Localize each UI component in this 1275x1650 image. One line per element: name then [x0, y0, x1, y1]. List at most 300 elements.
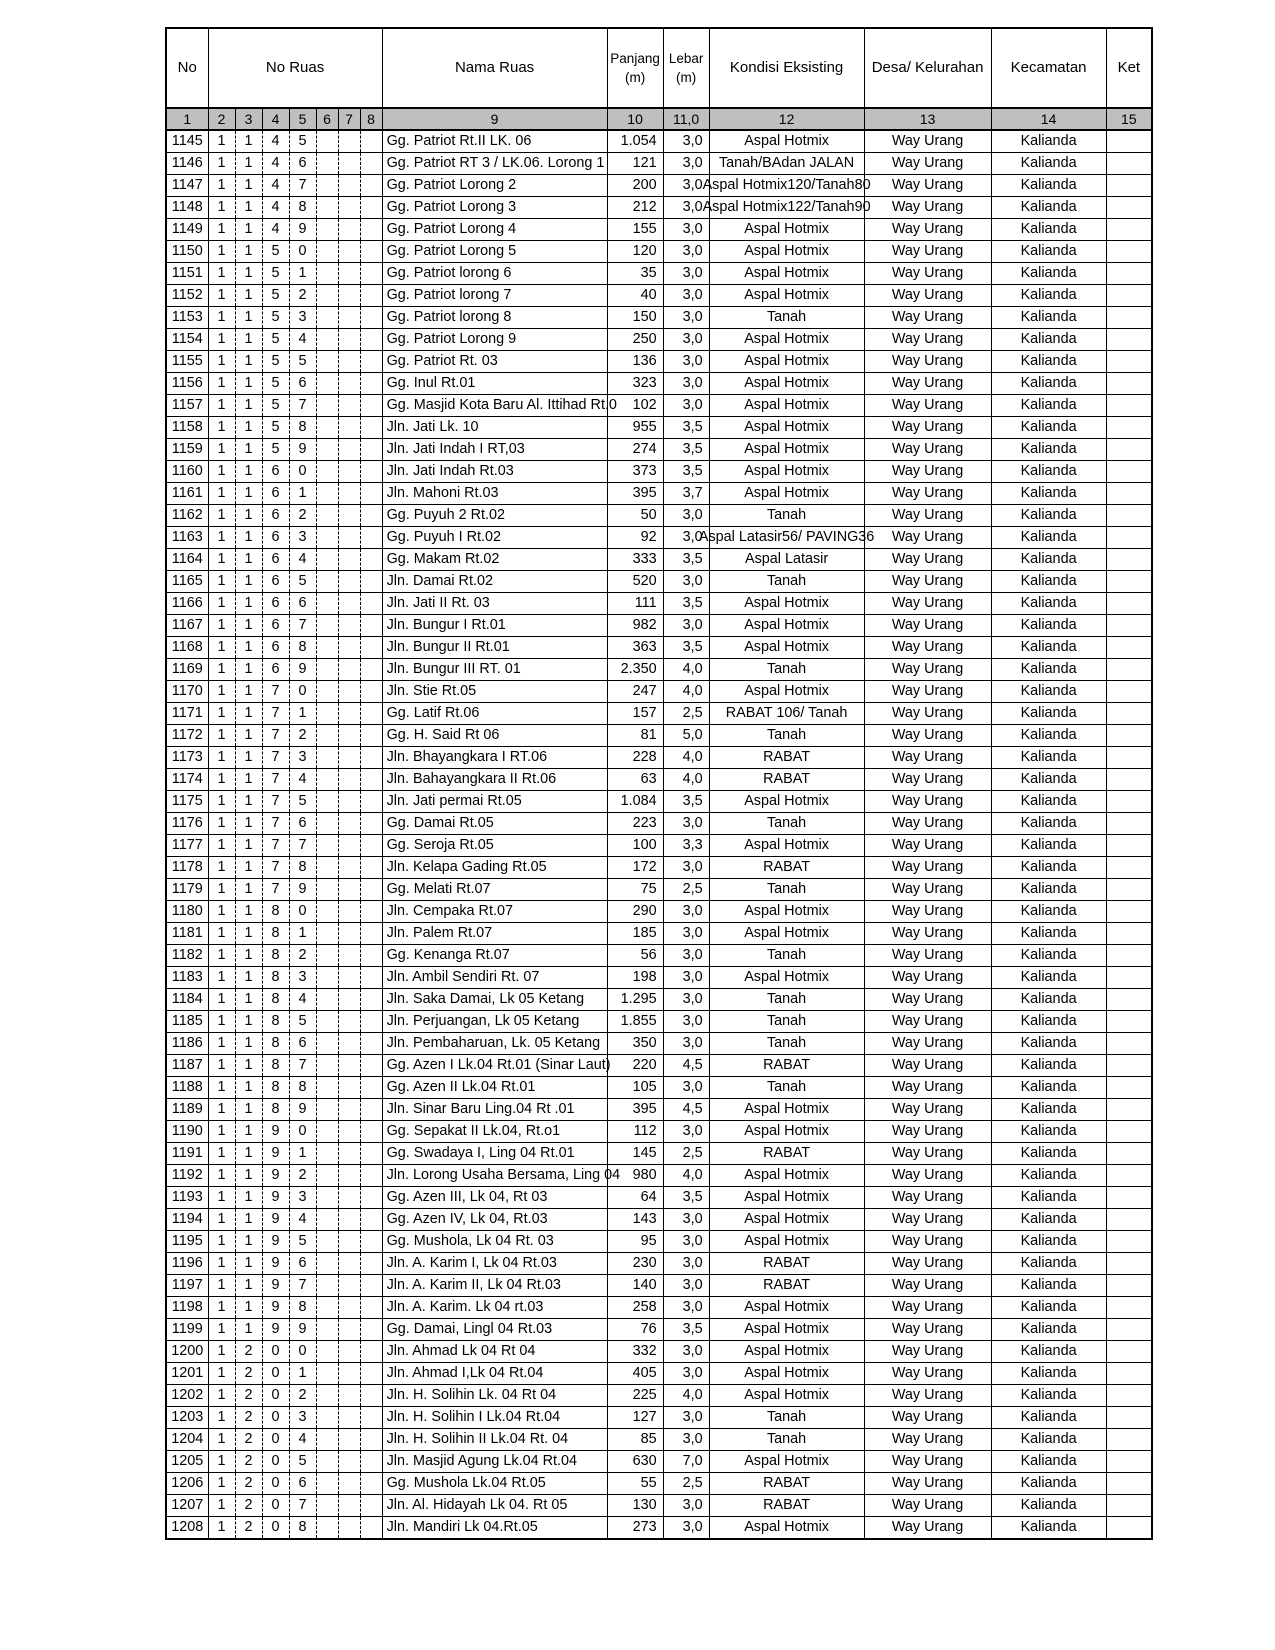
cell-ruas-digit-empty [338, 549, 360, 571]
cell-kondisi-text: Aspal Hotmix [744, 375, 829, 391]
cell-ruas-digit: 1 [235, 967, 262, 989]
cell-nama-ruas: Jln. Bahayangkara II Rt.06 [382, 769, 607, 791]
cell-ruas-digit-empty [360, 659, 382, 681]
cell-ket [1106, 1033, 1152, 1055]
cell-panjang: 102 [607, 395, 663, 417]
cell-kondisi [709, 153, 864, 175]
cell-kondisi-text: RABAT 106/ Tanah [725, 705, 848, 721]
table-row [166, 681, 1152, 703]
cell-ruas-digit: 1 [235, 879, 262, 901]
cell-kondisi-text: Aspal Hotmix [744, 617, 829, 633]
cell-nama-ruas: Gg. Makam Rt.02 [382, 549, 607, 571]
cell-ruas-digit-empty [360, 769, 382, 791]
cell-desa: Way Urang [864, 1253, 991, 1275]
cell-ruas-digit: 4 [289, 549, 316, 571]
cell-ket [1106, 417, 1152, 439]
cell-desa: Way Urang [864, 923, 991, 945]
cell-nama-ruas: Gg. Patriot Rt. 03 [382, 351, 607, 373]
cell-no: 1149 [166, 219, 208, 241]
cell-no: 1192 [166, 1165, 208, 1187]
cell-ket [1106, 967, 1152, 989]
cell-lebar: 3,0 [663, 527, 709, 549]
cell-nama-ruas: Gg. Masjid Kota Baru Al. Ittihad Rt.0 [382, 395, 607, 417]
cell-panjang: 228 [607, 747, 663, 769]
table-row [166, 285, 1152, 307]
cell-ruas-digit-empty [316, 1187, 338, 1209]
cell-no: 1195 [166, 1231, 208, 1253]
table-row [166, 791, 1152, 813]
cell-ruas-digit: 7 [262, 791, 289, 813]
cell-ruas-digit: 1 [235, 1319, 262, 1341]
cell-desa: Way Urang [864, 703, 991, 725]
cell-desa: Way Urang [864, 879, 991, 901]
header-desa: Desa/ Kelurahan [864, 28, 991, 108]
cell-nama-ruas: Gg. Patriot lorong 8 [382, 307, 607, 329]
cell-ruas-digit-empty [316, 1253, 338, 1275]
cell-ruas-digit: 9 [289, 879, 316, 901]
cell-ruas-digit-empty [338, 1451, 360, 1473]
cell-panjang: 350 [607, 1033, 663, 1055]
cell-ket [1106, 505, 1152, 527]
cell-lebar: 4,0 [663, 681, 709, 703]
table-row [166, 879, 1152, 901]
cell-panjang: 212 [607, 197, 663, 219]
cell-kondisi-text: Tanah [766, 1035, 807, 1051]
cell-ruas-digit-empty [338, 285, 360, 307]
cell-kondisi-text: Aspal Hotmix [744, 1233, 829, 1249]
cell-ruas-digit: 9 [262, 1143, 289, 1165]
cell-ruas-digit-empty [316, 461, 338, 483]
cell-lebar: 3,0 [663, 395, 709, 417]
cell-ruas-digit-empty [316, 1231, 338, 1253]
table-row [166, 1319, 1152, 1341]
cell-ruas-digit: 1 [208, 725, 235, 747]
cell-ruas-digit-empty [316, 1297, 338, 1319]
cell-ruas-digit-empty [316, 1451, 338, 1473]
cell-no: 1206 [166, 1473, 208, 1495]
cell-kondisi-text: Aspal Hotmix [744, 221, 829, 237]
cell-kondisi-text: Aspal Hotmix [744, 353, 829, 369]
cell-ruas-digit-empty [338, 945, 360, 967]
road-table [165, 27, 1153, 1540]
cell-lebar: 3,0 [663, 1297, 709, 1319]
table-row [166, 483, 1152, 505]
cell-no: 1155 [166, 351, 208, 373]
cell-desa: Way Urang [864, 219, 991, 241]
cell-ruas-digit-empty [338, 857, 360, 879]
table-row [166, 1451, 1152, 1473]
cell-ruas-digit: 9 [289, 659, 316, 681]
cell-no: 1161 [166, 483, 208, 505]
cell-lebar: 2,5 [663, 703, 709, 725]
cell-ruas-digit: 4 [262, 130, 289, 153]
cell-kondisi-text: RABAT [763, 1497, 811, 1513]
cell-ket [1106, 659, 1152, 681]
cell-kondisi-text: Aspal Hotmix [744, 1123, 829, 1139]
cell-nama-ruas: Gg. Patriot Lorong 4 [382, 219, 607, 241]
cell-panjang: 50 [607, 505, 663, 527]
cell-ruas-digit: 0 [262, 1473, 289, 1495]
table-row [166, 901, 1152, 923]
cell-ruas-digit-empty [360, 130, 382, 153]
cell-kondisi [698, 527, 875, 549]
table-row [166, 1363, 1152, 1385]
cell-ruas-digit-empty [360, 1055, 382, 1077]
cell-ruas-digit: 3 [289, 967, 316, 989]
cell-desa: Way Urang [864, 1473, 991, 1495]
cell-kondisi [709, 263, 864, 285]
cell-ruas-digit: 7 [289, 1275, 316, 1297]
cell-nama-ruas: Jln. Pembaharuan, Lk. 05 Ketang [382, 1033, 607, 1055]
cell-nama-ruas: Jln. Cempaka Rt.07 [382, 901, 607, 923]
cell-ruas-digit-empty [316, 153, 338, 175]
cell-ruas-digit: 9 [262, 1297, 289, 1319]
cell-ruas-digit-empty [360, 1297, 382, 1319]
cell-ruas-digit: 1 [208, 1429, 235, 1451]
cell-kecamatan: Kalianda [991, 351, 1106, 373]
cell-panjang: 982 [607, 615, 663, 637]
cell-kondisi-text: Aspal Hotmix [744, 683, 829, 699]
cell-ruas-digit-empty [360, 483, 382, 505]
cell-ruas-digit-empty [338, 1143, 360, 1165]
cell-lebar: 3,0 [663, 130, 709, 153]
cell-ruas-digit-empty [360, 725, 382, 747]
cell-kecamatan: Kalianda [991, 769, 1106, 791]
colnum: 9 [382, 108, 607, 130]
cell-ruas-digit: 1 [208, 1275, 235, 1297]
cell-ruas-digit: 6 [289, 1253, 316, 1275]
cell-kondisi-text: Aspal Hotmix [744, 903, 829, 919]
cell-kondisi-text: Aspal Hotmix [744, 1299, 829, 1315]
cell-lebar: 3,0 [663, 1253, 709, 1275]
cell-ruas-digit-empty [338, 593, 360, 615]
cell-panjang: 332 [607, 1341, 663, 1363]
cell-ruas-digit: 1 [235, 1033, 262, 1055]
cell-ruas-digit: 1 [235, 1011, 262, 1033]
cell-ruas-digit: 1 [235, 263, 262, 285]
cell-ruas-digit: 2 [289, 285, 316, 307]
cell-ruas-digit-empty [360, 1253, 382, 1275]
cell-ruas-digit-empty [360, 263, 382, 285]
cell-ruas-digit: 1 [235, 593, 262, 615]
cell-ket [1106, 395, 1152, 417]
cell-kondisi [709, 130, 864, 153]
cell-kondisi-text: Tanah [766, 1079, 807, 1095]
cell-ket [1106, 791, 1152, 813]
cell-ruas-digit: 1 [208, 241, 235, 263]
cell-ruas-digit: 1 [235, 153, 262, 175]
cell-panjang: 140 [607, 1275, 663, 1297]
cell-no: 1183 [166, 967, 208, 989]
cell-ruas-digit: 5 [262, 351, 289, 373]
cell-no: 1203 [166, 1407, 208, 1429]
cell-kondisi-text: Aspal Hotmix [744, 1519, 829, 1535]
cell-ruas-digit-empty [316, 241, 338, 263]
cell-nama-ruas: Gg. Azen I Lk.04 Rt.01 (Sinar Laut) [382, 1055, 607, 1077]
cell-ruas-digit-empty [316, 285, 338, 307]
cell-ruas-digit: 2 [235, 1517, 262, 1540]
cell-ruas-digit: 1 [208, 1253, 235, 1275]
cell-nama-ruas: Jln. Stie Rt.05 [382, 681, 607, 703]
cell-lebar: 3,5 [663, 439, 709, 461]
cell-kondisi-text: Aspal Hotmix122/Tanah90 [702, 199, 871, 215]
cell-desa: Way Urang [864, 593, 991, 615]
cell-ruas-digit-empty [360, 1077, 382, 1099]
cell-ruas-digit-empty [360, 219, 382, 241]
cell-ruas-digit: 7 [262, 879, 289, 901]
table-row [166, 637, 1152, 659]
cell-ruas-digit: 8 [289, 417, 316, 439]
cell-lebar: 3,7 [663, 483, 709, 505]
cell-no: 1151 [166, 263, 208, 285]
cell-panjang: 290 [607, 901, 663, 923]
cell-ruas-digit: 1 [235, 703, 262, 725]
cell-ruas-digit-empty [316, 351, 338, 373]
cell-ruas-digit: 1 [235, 1209, 262, 1231]
table-row [166, 945, 1152, 967]
cell-nama-ruas: Jln. Jati permai Rt.05 [382, 791, 607, 813]
cell-kondisi [709, 659, 864, 681]
cell-no: 1201 [166, 1363, 208, 1385]
cell-ket [1106, 1517, 1152, 1540]
cell-kondisi [709, 1297, 864, 1319]
cell-ruas-digit-empty [360, 1341, 382, 1363]
cell-kondisi-text: RABAT [763, 1057, 811, 1073]
cell-ruas-digit: 6 [289, 813, 316, 835]
cell-nama-ruas: Gg. Damai, Lingl 04 Rt.03 [382, 1319, 607, 1341]
cell-ruas-digit: 1 [208, 1165, 235, 1187]
cell-kecamatan: Kalianda [991, 1495, 1106, 1517]
cell-kondisi-text: Aspal Latasir56/ PAVING36 [698, 529, 875, 545]
cell-panjang: 405 [607, 1363, 663, 1385]
cell-ruas-digit: 2 [235, 1451, 262, 1473]
table-row [166, 1077, 1152, 1099]
colnum: 6 [316, 108, 338, 130]
cell-lebar: 3,5 [663, 549, 709, 571]
cell-ruas-digit-empty [360, 1275, 382, 1297]
cell-ket [1106, 351, 1152, 373]
cell-ruas-digit-empty [338, 1033, 360, 1055]
cell-ruas-digit: 0 [262, 1363, 289, 1385]
cell-ruas-digit-empty [316, 439, 338, 461]
cell-ruas-digit: 8 [289, 197, 316, 219]
cell-no: 1189 [166, 1099, 208, 1121]
cell-ruas-digit: 1 [235, 527, 262, 549]
cell-ruas-digit: 0 [289, 901, 316, 923]
cell-ruas-digit: 1 [235, 461, 262, 483]
cell-lebar: 3,0 [663, 1121, 709, 1143]
cell-ruas-digit-empty [360, 1187, 382, 1209]
cell-ruas-digit: 6 [262, 571, 289, 593]
cell-ruas-digit-empty [338, 1011, 360, 1033]
cell-ruas-digit-empty [316, 219, 338, 241]
cell-nama-ruas: Jln. A. Karim. Lk 04 rt.03 [382, 1297, 607, 1319]
cell-ruas-digit-empty [360, 1099, 382, 1121]
cell-ket [1106, 1297, 1152, 1319]
cell-kondisi [709, 945, 864, 967]
cell-ruas-digit-empty [316, 725, 338, 747]
cell-lebar: 3,0 [663, 219, 709, 241]
cell-ruas-digit: 9 [262, 1231, 289, 1253]
cell-lebar: 3,0 [663, 1231, 709, 1253]
cell-lebar: 4,0 [663, 659, 709, 681]
cell-no: 1173 [166, 747, 208, 769]
cell-desa: Way Urang [864, 1363, 991, 1385]
cell-ruas-digit-empty [316, 703, 338, 725]
cell-lebar: 3,0 [663, 857, 709, 879]
cell-ruas-digit: 1 [235, 1297, 262, 1319]
cell-nama-ruas: Jln. Ambil Sendiri Rt. 07 [382, 967, 607, 989]
cell-kondisi-text: Aspal Hotmix [744, 1167, 829, 1183]
cell-ruas-digit: 2 [289, 945, 316, 967]
cell-lebar: 4,5 [663, 1099, 709, 1121]
cell-kondisi-text: Aspal Hotmix [744, 1321, 829, 1337]
cell-ruas-digit-empty [338, 1209, 360, 1231]
cell-ruas-digit-empty [316, 813, 338, 835]
cell-desa: Way Urang [864, 725, 991, 747]
cell-ruas-digit: 0 [289, 241, 316, 263]
cell-kondisi-text: Aspal Hotmix [744, 243, 829, 259]
cell-lebar: 3,0 [663, 901, 709, 923]
cell-ruas-digit: 6 [262, 527, 289, 549]
cell-ruas-digit: 8 [289, 1077, 316, 1099]
cell-ruas-digit-empty [316, 130, 338, 153]
cell-kondisi [709, 967, 864, 989]
cell-panjang: 520 [607, 571, 663, 593]
cell-lebar: 3,0 [663, 1517, 709, 1540]
cell-ruas-digit: 1 [208, 813, 235, 835]
cell-panjang: 105 [607, 1077, 663, 1099]
cell-ruas-digit-empty [360, 1473, 382, 1495]
cell-ruas-digit-empty [316, 637, 338, 659]
cell-kondisi [709, 1341, 864, 1363]
cell-desa: Way Urang [864, 1121, 991, 1143]
cell-kondisi [709, 219, 864, 241]
cell-kecamatan: Kalianda [991, 923, 1106, 945]
cell-kondisi [709, 1319, 864, 1341]
cell-ket [1106, 1341, 1152, 1363]
cell-ruas-digit: 1 [235, 747, 262, 769]
colnum: 3 [235, 108, 262, 130]
table-row [166, 351, 1152, 373]
cell-kondisi-text: Aspal Hotmix [744, 463, 829, 479]
cell-kondisi-text: Tanah [766, 815, 807, 831]
cell-ruas-digit: 1 [208, 1121, 235, 1143]
cell-no: 1164 [166, 549, 208, 571]
cell-ruas-digit-empty [360, 1407, 382, 1429]
cell-desa: Way Urang [864, 1033, 991, 1055]
cell-ruas-digit: 1 [208, 637, 235, 659]
cell-kondisi-text: Tanah [766, 1013, 807, 1029]
cell-no: 1197 [166, 1275, 208, 1297]
cell-kondisi-text: RABAT [763, 859, 811, 875]
cell-panjang: 143 [607, 1209, 663, 1231]
cell-ruas-digit: 1 [235, 835, 262, 857]
cell-kondisi [709, 439, 864, 461]
cell-kecamatan: Kalianda [991, 1209, 1106, 1231]
cell-ruas-digit: 1 [208, 857, 235, 879]
cell-nama-ruas: Jln. A. Karim I, Lk 04 Rt.03 [382, 1253, 607, 1275]
cell-ruas-digit-empty [360, 637, 382, 659]
table-row [166, 1231, 1152, 1253]
cell-ruas-digit-empty [360, 835, 382, 857]
cell-desa: Way Urang [864, 945, 991, 967]
cell-kondisi-text: Aspal Hotmix [744, 331, 829, 347]
cell-ruas-digit-empty [316, 791, 338, 813]
cell-ruas-digit-empty [316, 263, 338, 285]
cell-kondisi [709, 1143, 864, 1165]
cell-ruas-digit: 1 [235, 857, 262, 879]
cell-lebar: 3,0 [663, 153, 709, 175]
table-row [166, 1341, 1152, 1363]
cell-ruas-digit: 7 [262, 747, 289, 769]
cell-ruas-digit: 7 [262, 813, 289, 835]
cell-lebar: 3,5 [663, 1187, 709, 1209]
cell-ruas-digit-empty [338, 417, 360, 439]
cell-ruas-digit-empty [338, 439, 360, 461]
cell-no: 1200 [166, 1341, 208, 1363]
cell-ruas-digit: 9 [289, 219, 316, 241]
cell-kecamatan: Kalianda [991, 1077, 1106, 1099]
cell-lebar: 4,0 [663, 747, 709, 769]
cell-kondisi [709, 1231, 864, 1253]
cell-ruas-digit: 1 [235, 417, 262, 439]
table-row [166, 1473, 1152, 1495]
table-row [166, 857, 1152, 879]
header-row [166, 28, 1152, 108]
cell-nama-ruas: Jln. Ahmad I,Lk 04 Rt.04 [382, 1363, 607, 1385]
cell-ruas-digit: 1 [235, 285, 262, 307]
cell-ruas-digit: 8 [262, 901, 289, 923]
cell-lebar: 3,0 [663, 989, 709, 1011]
cell-ruas-digit: 1 [235, 439, 262, 461]
cell-ruas-digit: 1 [208, 1517, 235, 1540]
cell-no: 1170 [166, 681, 208, 703]
cell-ruas-digit: 2 [235, 1407, 262, 1429]
cell-ket [1106, 241, 1152, 263]
cell-ruas-digit: 0 [262, 1451, 289, 1473]
cell-kondisi [709, 1407, 864, 1429]
cell-ruas-digit: 1 [235, 1275, 262, 1297]
cell-ruas-digit: 1 [208, 1495, 235, 1517]
table-row [166, 395, 1152, 417]
cell-ruas-digit-empty [338, 1055, 360, 1077]
cell-kondisi-text: RABAT [763, 1277, 811, 1293]
cell-ruas-digit-empty [316, 967, 338, 989]
cell-ruas-digit: 8 [262, 1033, 289, 1055]
cell-desa: Way Urang [864, 1429, 991, 1451]
cell-ruas-digit: 7 [289, 175, 316, 197]
cell-kondisi-text: Aspal Hotmix120/Tanah80 [702, 177, 871, 193]
cell-panjang: 55 [607, 1473, 663, 1495]
cell-ruas-digit: 1 [235, 395, 262, 417]
cell-lebar: 3,5 [663, 417, 709, 439]
cell-kondisi [709, 747, 864, 769]
cell-no: 1205 [166, 1451, 208, 1473]
cell-ruas-digit: 1 [208, 681, 235, 703]
cell-kecamatan: Kalianda [991, 989, 1106, 1011]
cell-nama-ruas: Jln. Sinar Baru Ling.04 Rt .01 [382, 1099, 607, 1121]
cell-ruas-digit: 1 [208, 1055, 235, 1077]
cell-lebar: 4,0 [663, 769, 709, 791]
cell-ruas-digit-empty [360, 1121, 382, 1143]
cell-kondisi [709, 1275, 864, 1297]
cell-nama-ruas: Gg. Mushola, Lk 04 Rt. 03 [382, 1231, 607, 1253]
cell-ruas-digit: 8 [289, 857, 316, 879]
cell-lebar: 3,0 [663, 1275, 709, 1297]
cell-no: 1152 [166, 285, 208, 307]
cell-ruas-digit: 3 [289, 747, 316, 769]
